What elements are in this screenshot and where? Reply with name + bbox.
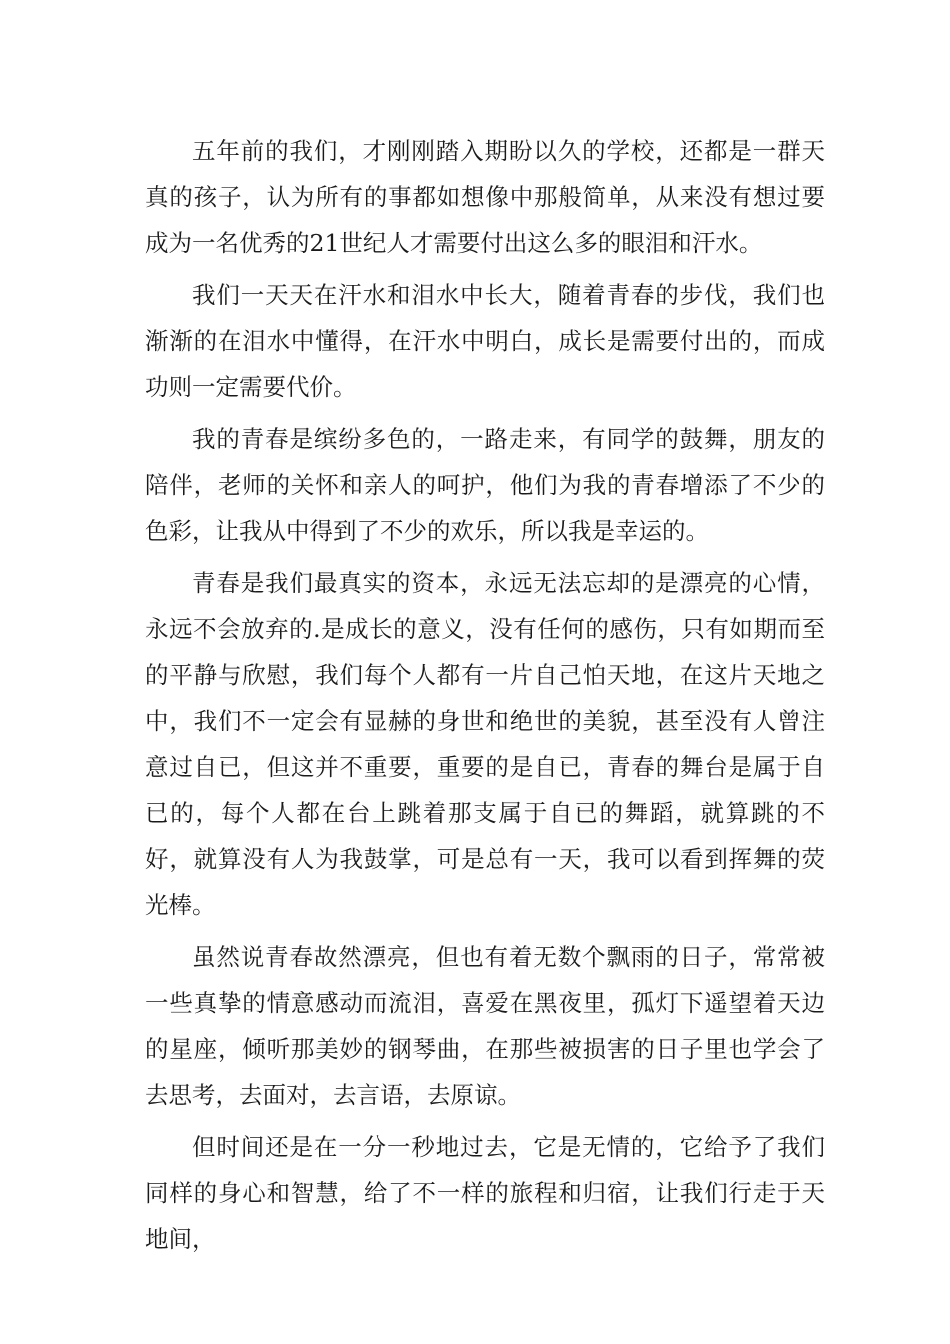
paragraph-2: 我们一天天在汗水和泪水中长大，随着青春的步伐，我们也渐渐的在泪水中懂得，在汗水中明白，成长是需要付出的，而成功则一定需要代价。 <box>145 281 825 401</box>
paragraph-4: 青春是我们最真实的资本，永远无法忘却的是漂亮的心情，永远不会放弃的.是成长的意义，没有任何的感伤，只有如期而至的平静与欣慰，我们每个人都有一片自己怕天地，在这片天地之中，我们不一定会有显赫的身世和绝世的美貌，甚至没有人曾注意过自已，但这并不重要，重要的是自已，青春的舞台是属于自已的，每个人都在台上跳着那支属于自已的舞蹈，就算跳的不好，就算没有人为我鼓掌，可是总有一天，我可以看到挥舞的荧光棒。 <box>145 569 825 919</box>
paragraph-5: 虽然说青春故然漂亮，但也有着无数个飘雨的日子，常常被一些真挚的情意感动而流泪，喜爱在黑夜里，孤灯下遥望着天边的星座，倾听那美妙的钢琴曲，在那些被损害的日子里也学会了去思考，去面对，去言语，去原谅。 <box>145 943 825 1109</box>
document-body <box>145 128 825 1262</box>
paragraph-3: 我的青春是缤纷多色的，一路走来，有同学的鼓舞，朋友的陪伴，老师的关怀和亲人的呵护，他们为我的青春增添了不少的色彩，让我从中得到了不少的欢乐，所以我是幸运的。 <box>145 425 825 545</box>
paragraph-6: 但时间还是在一分一秒地过去，它是无情的，它给予了我们同样的身心和智慧，给了不一样的旅程和归宿，让我们行走于天地间， <box>145 1133 825 1253</box>
paragraph-1: 五年前的我们，才刚刚踏入期盼以久的学校，还都是一群天真的孩子，认为所有的事都如想像中那般简单，从来没有想过要成为一名优秀的21世纪人才需要付出这么多的眼泪和汗水。 <box>145 137 825 257</box>
